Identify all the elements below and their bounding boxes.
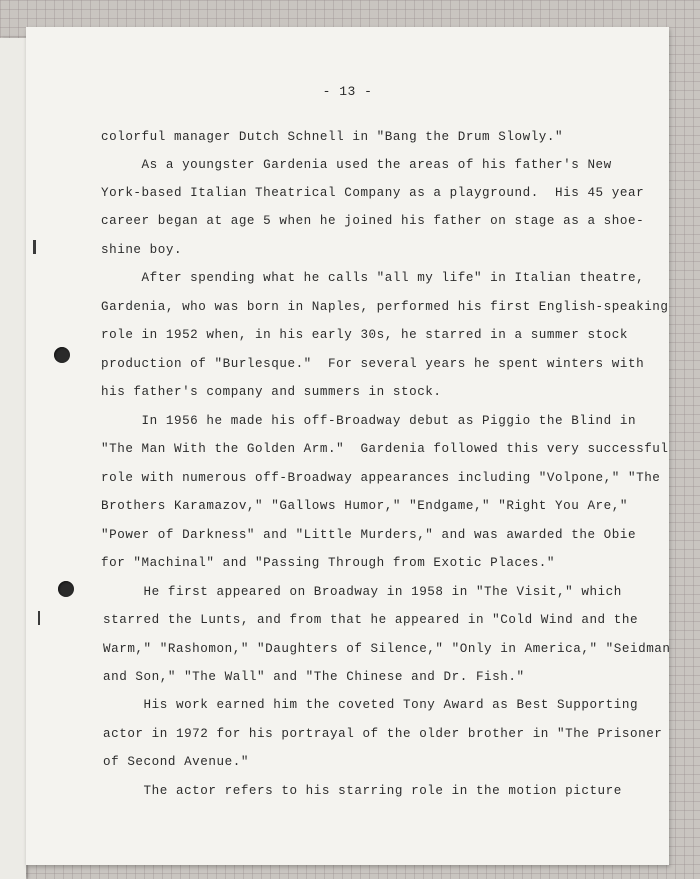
text-line: Gardenia, who was born in Naples, performed his first English-speaking xyxy=(101,300,669,314)
text-line: He first appeared on Broadway in 1958 in "The Visit," which xyxy=(103,585,622,599)
text-line: After spending what he calls "all my life" in Italian theatre, xyxy=(101,271,645,285)
text-line: starred the Lunts, and from that he appeared in "Cold Wind and the xyxy=(103,613,639,627)
text-line: his father's company and summers in stock. xyxy=(101,385,442,399)
text-line: York-based Italian Theatrical Company as a playground. His 45 year xyxy=(101,186,645,200)
text-line: His work earned him the coveted Tony Award as Best Supporting xyxy=(103,698,639,712)
text-line: role in 1952 when, in his early 30s, he starred in a summer stock xyxy=(101,328,628,342)
document-page xyxy=(26,27,669,865)
punch-hole xyxy=(54,347,70,363)
text-line: and Son," "The Wall" and "The Chinese and Dr. Fish." xyxy=(103,670,525,684)
margin-mark xyxy=(33,240,36,254)
margin-mark xyxy=(38,611,40,625)
text-line: career began at age 5 when he joined his father on stage as a shoe- xyxy=(101,214,645,228)
facing-page-edge xyxy=(0,38,26,879)
text-line: "Power of Darkness" and "Little Murders," and was awarded the Obie xyxy=(101,528,637,542)
text-line: "The Man With the Golden Arm." Gardenia followed this very successful xyxy=(101,442,669,456)
text-line: Brothers Karamazov," "Gallows Humor," "Endgame," "Right You Are," xyxy=(101,499,628,513)
text-line: actor in 1972 for his portrayal of the older brother in "The Prisoner xyxy=(103,727,663,741)
text-line: As a youngster Gardenia used the areas of his father's New xyxy=(101,158,612,172)
text-line: shine boy. xyxy=(101,243,183,257)
text-line: The actor refers to his starring role in the motion picture xyxy=(103,784,622,798)
text-line: production of "Burlesque." For several years he spent winters with xyxy=(101,357,645,371)
text-line: role with numerous off-Broadway appearances including "Volpone," "The xyxy=(101,471,661,485)
text-line: In 1956 he made his off-Broadway debut as Piggio the Blind in xyxy=(101,414,637,428)
text-line: for "Machinal" and "Passing Through from Exotic Places." xyxy=(101,556,556,570)
punch-hole xyxy=(58,581,74,597)
text-line: Warm," "Rashomon," "Daughters of Silence," "Only in America," "Seidman xyxy=(103,642,671,656)
page-number: - 13 - xyxy=(322,84,373,99)
text-line: of Second Avenue." xyxy=(103,755,249,769)
text-line: colorful manager Dutch Schnell in "Bang the Drum Slowly." xyxy=(101,130,564,144)
